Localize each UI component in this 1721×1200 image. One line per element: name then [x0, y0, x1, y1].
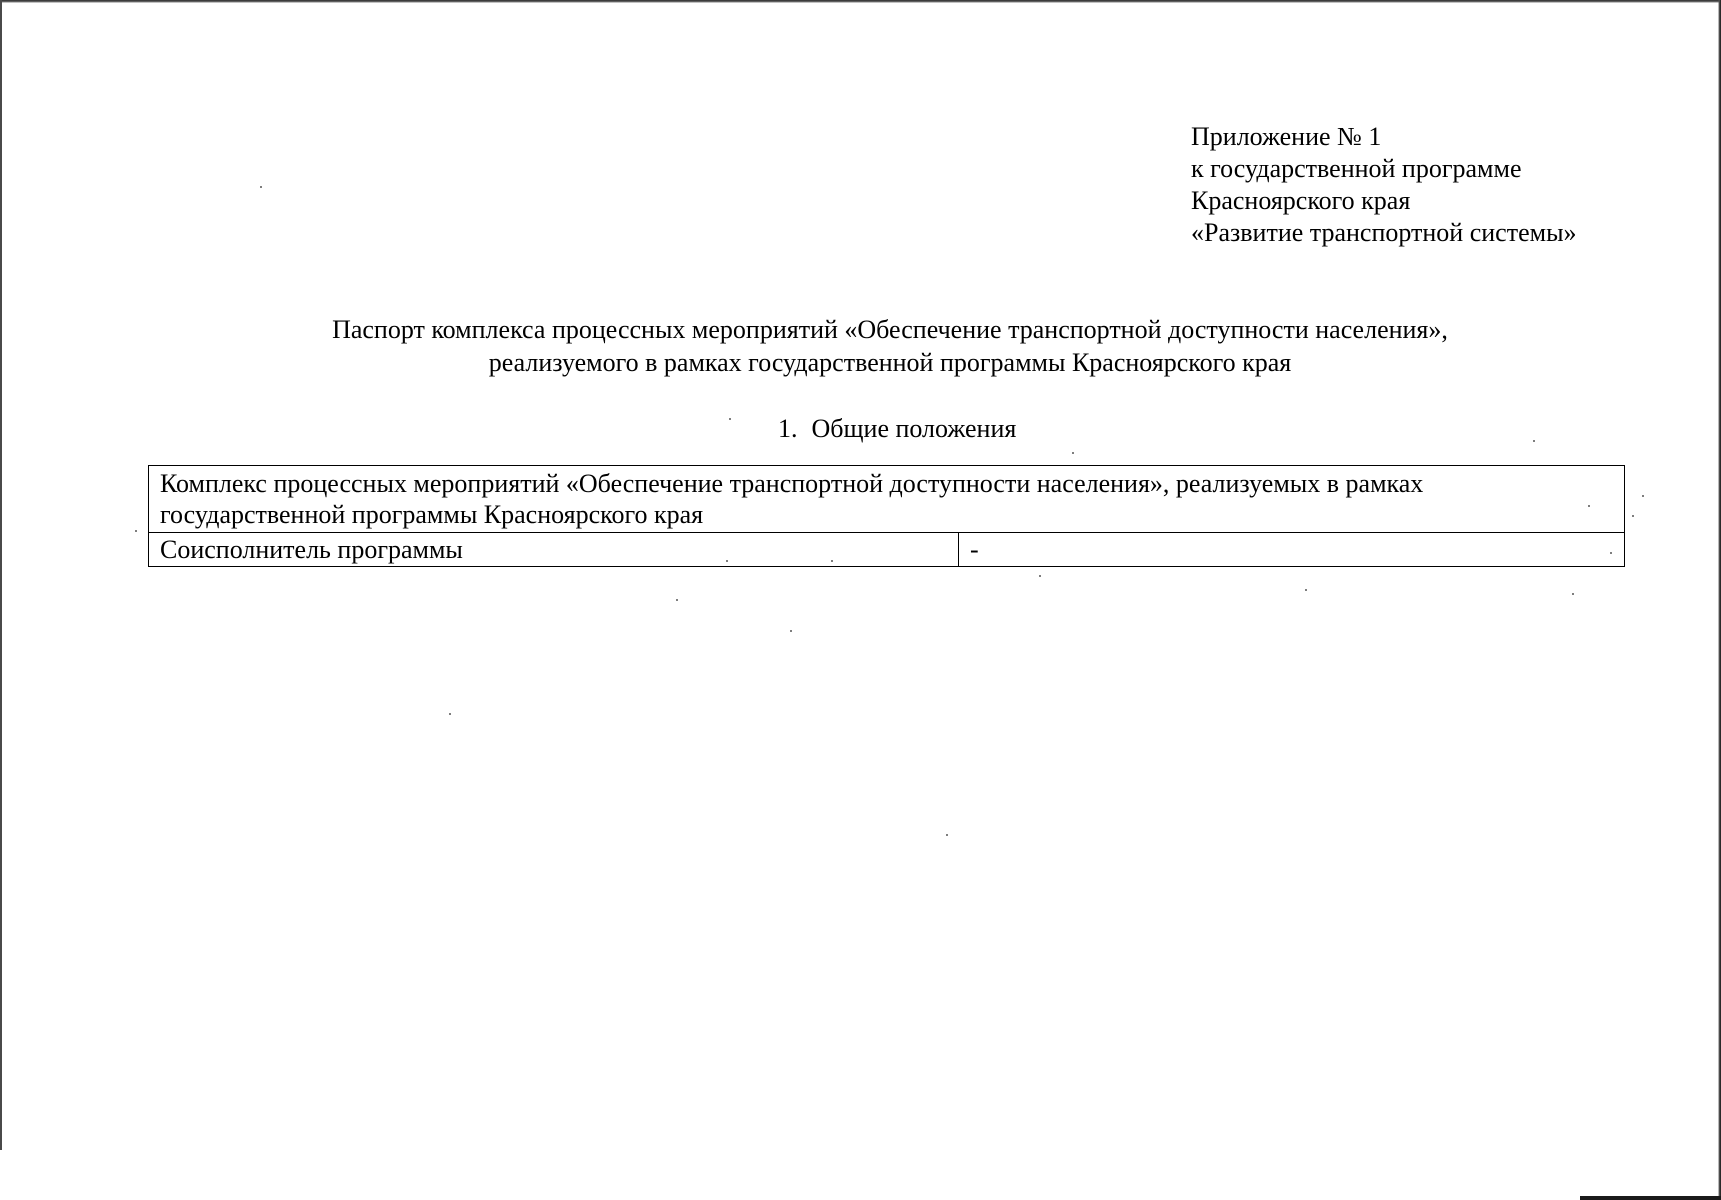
scan-speck [1642, 495, 1644, 497]
section-heading-text: Общие положения [811, 414, 1017, 443]
appendix-line-4: «Развитие транспортной системы» [1191, 218, 1577, 247]
table-row [149, 533, 1625, 567]
scan-speck [831, 560, 833, 562]
passport-title [0, 313, 1721, 379]
scan-speck [1533, 440, 1535, 442]
passport-title-line-2: реализуемого в рамках государственной программы Красноярского края [488, 348, 1292, 377]
scan-edge-top [0, 0, 1721, 3]
table-cell-label: Соисполнитель программы [149, 533, 959, 567]
appendix-line-3: Красноярского края [1191, 186, 1411, 215]
scan-speck [1305, 589, 1307, 591]
scan-speck [726, 560, 728, 562]
section-heading [778, 413, 1016, 445]
scan-speck [790, 630, 792, 632]
scan-speck [729, 418, 731, 420]
scan-speck [1572, 593, 1574, 595]
scan-speck [1610, 552, 1612, 554]
scan-edge-left [0, 0, 2, 1150]
appendix-block [1191, 121, 1577, 249]
scan-speck [449, 713, 451, 715]
table-cell-value: - [959, 533, 1625, 567]
scan-edge-bottom [1580, 1196, 1721, 1200]
scan-speck [1039, 575, 1041, 577]
passport-title-line-1: Паспорт комплекса процессных мероприятий «Обеспечение транспортной доступности населения», [332, 315, 1448, 344]
scan-speck [676, 599, 678, 601]
appendix-line-2: к государственной программе [1191, 154, 1522, 183]
appendix-line-1: Приложение № 1 [1191, 122, 1382, 151]
general-provisions-table [148, 465, 1625, 567]
table-row-complex [149, 466, 1625, 533]
scan-speck [1588, 505, 1590, 507]
section-number: 1. [778, 414, 798, 443]
complex-name-cell: Комплекс процессных мероприятий «Обеспечение транспортной доступности населения», реализуемых в рамках государственной программы Красноярского края [149, 466, 1625, 533]
scan-speck [135, 530, 137, 532]
scan-speck [260, 186, 262, 188]
scan-speck [1072, 452, 1074, 454]
scan-speck [1632, 515, 1634, 517]
scan-speck [946, 834, 948, 836]
